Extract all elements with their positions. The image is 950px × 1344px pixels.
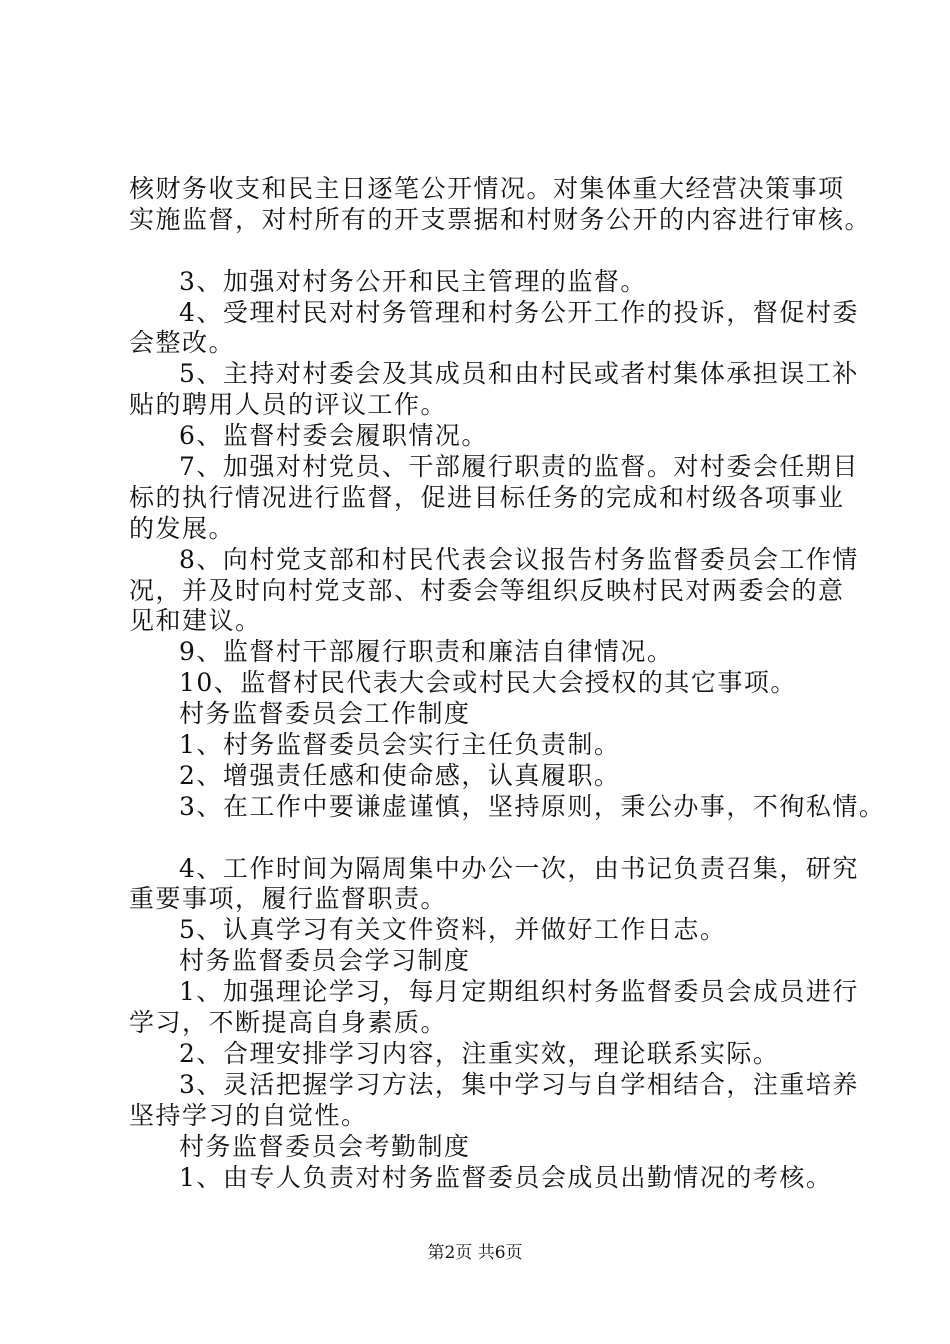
paragraph-line: 重要事项，履行监督职责。 — [129, 884, 448, 914]
paragraph-line: 2、增强责任感和使命感，认真履职。 — [179, 760, 621, 790]
paragraph-line: 见和建议。 — [129, 606, 262, 636]
paragraph-line: 4、受理村民对村务管理和村务公开工作的投诉，督促村委 — [179, 297, 859, 327]
paragraph-line: 6、监督村委会履职情况。 — [179, 421, 488, 451]
paragraph-line: 核财务收支和民主日逐笔公开情况。对集体重大经营决策事项 — [129, 174, 845, 203]
paragraph-line: 9、监督村干部履行职责和廉洁自律情况。 — [179, 637, 674, 667]
paragraph-line: 学习，不断提高自身素质。 — [129, 1008, 448, 1038]
paragraph-line: 1、村务监督委员会实行主任负责制。 — [179, 730, 621, 760]
paragraph-line: 4、工作时间为隔周集中办公一次，由书记负责召集，研究 — [179, 853, 859, 883]
paragraph-line: 的发展。 — [129, 513, 236, 543]
paragraph-line: 1、由专人负责对村务监督委员会成员出勤情况的考核。 — [179, 1162, 833, 1192]
paragraph-line: 5、认真学习有关文件资料，并做好工作日志。 — [179, 915, 727, 945]
paragraph-line: 标的执行情况进行监督，促进目标任务的完成和村级各项事业 — [129, 482, 845, 512]
document-body — [129, 174, 886, 1193]
paragraph-line: 坚持学习的自觉性。 — [129, 1100, 368, 1130]
paragraph-line: 2、合理安排学习内容，注重实效，理论联系实际。 — [179, 1038, 780, 1068]
paragraph-gap — [129, 823, 849, 854]
paragraph-line: 8、向村党支部和村民代表会议报告村务监督委员会工作情 — [179, 544, 859, 574]
paragraph-line: 况，并及时向村党支部、村委会等组织反映村民对两委会的意 — [129, 575, 845, 605]
section-heading: 村务监督委员会学习制度 — [179, 946, 471, 976]
paragraph-line: 7、加强对村党员、干部履行职责的监督。对村委会任期目 — [179, 452, 859, 482]
paragraph-gap — [129, 236, 849, 267]
paragraph-line: 3、加强对村务公开和民主管理的监督。 — [179, 266, 647, 296]
paragraph-line: 10、监督村民代表大会或村民大会授权的其它事项。 — [179, 668, 797, 698]
paragraph-line: 3、在工作中要谦虚谨慎，坚持原则，秉公办事，不徇私情。 — [179, 791, 886, 821]
page-number-footer: 第2页 共6页 — [427, 1243, 523, 1263]
section-heading: 村务监督委员会工作制度 — [179, 699, 471, 729]
paragraph-line: 5、主持对村委会及其成员和由村民或者村集体承担误工补 — [179, 359, 859, 389]
paragraph-line: 贴的聘用人员的评议工作。 — [129, 390, 448, 420]
paragraph-line: 3、灵活把握学习方法，集中学习与自学相结合，注重培养 — [179, 1069, 859, 1099]
paragraph-line: 会整改。 — [129, 328, 236, 358]
section-heading: 村务监督委员会考勤制度 — [179, 1131, 471, 1161]
paragraph-line: 实施监督，对村所有的开支票据和村财务公开的内容进行审核。 — [129, 204, 872, 234]
paragraph-line: 1、加强理论学习，每月定期组织村务监督委员会成员进行 — [179, 977, 859, 1007]
